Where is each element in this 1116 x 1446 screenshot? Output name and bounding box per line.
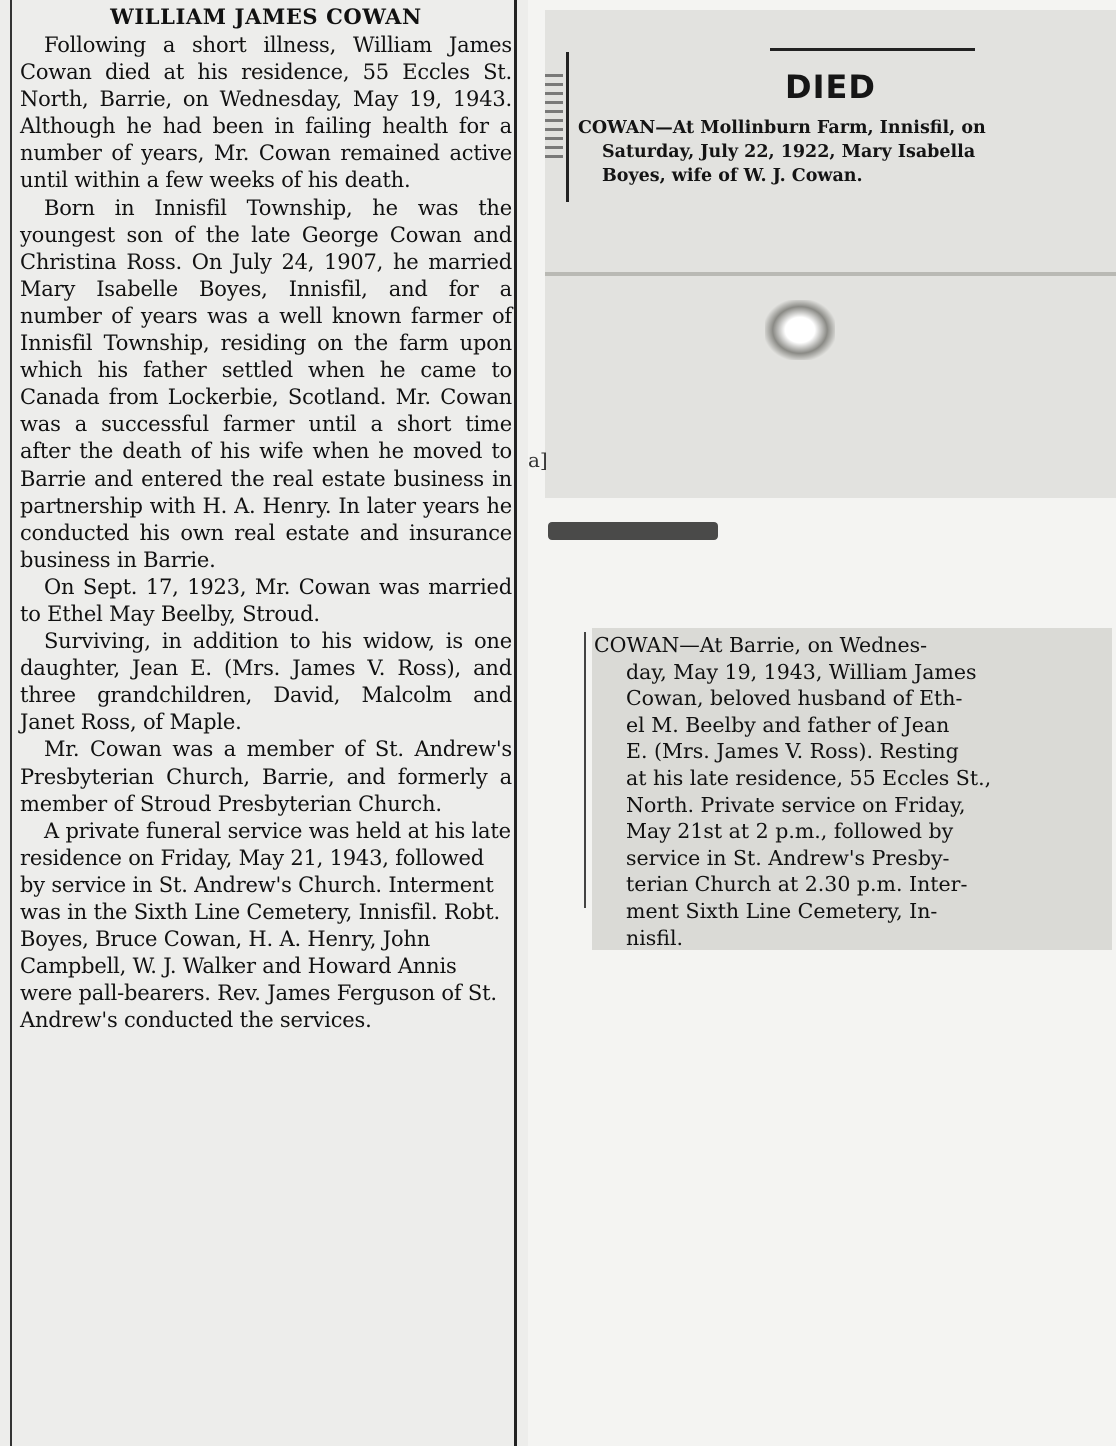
death-notice-line: May 21st at 2 p.m., followed by	[626, 819, 954, 844]
stray-text-fragment: a]	[528, 448, 548, 472]
death-notice-line: terian Church at 2.30 p.m. Inter-	[626, 872, 968, 897]
obituary-paragraph-2: Born in Innisfil Township, he was the youngest son of the late George Cowan and Christina Ross. On July 24, 1907, he married Mary Isabelle Boyes, Innisfil, and for a number of years was a well known farmer of Innisfil Township, residing on the farm upon which his father settled when he came to Canada from Lockerbie, Scotland. Mr. Cowan was a successful farmer until a short time after the death of his wife when he moved to Barrie and entered the real estate business in partnership with H. A. Henry. In later years he conducted his own real estate and insurance business in Barrie.	[20, 195, 512, 572]
died-notice-text	[578, 116, 1110, 188]
column-rule-right	[514, 0, 517, 1446]
obituary-paragraph-3: On Sept. 17, 1923, Mr. Cowan was married to Ethel May Beelby, Stroud.	[20, 574, 512, 626]
died-notice-line-1: COWAN—At Mollinburn Farm, Innisfil, on	[578, 118, 986, 138]
column-rule-left	[10, 0, 12, 1446]
obituary-paragraph-6: A private funeral service was held at his late residence on Friday, May 21, 1943, followed by service in St. Andrew's Church. Interment was in the Sixth Line Cemetery, Innisfil. Robt. Boyes, Bruce Cowan, H. A. Henry, John Campbell, W. J. Walker and Howard Annis were pall-bearers. Rev. James Ferguson of St. Andrew's conducted the services.	[20, 818, 511, 1033]
clipping-rule-vertical-2	[584, 632, 586, 908]
paper-damage-spot	[765, 300, 835, 360]
death-notice-line: service in St. Andrew's Presby-	[626, 845, 950, 870]
death-notice-line: E. (Mrs. James V. Ross). Resting	[626, 739, 959, 764]
died-notice-clipping	[545, 10, 1116, 498]
died-heading: DIED	[785, 68, 876, 106]
stray-ink-fragment	[548, 522, 718, 540]
clipping-rule-horizontal	[770, 48, 975, 51]
obituary-headline: WILLIAM JAMES COWAN	[110, 4, 422, 29]
death-notice-line: nisfil.	[626, 925, 684, 950]
obituary-paragraph-5: Mr. Cowan was a member of St. Andrew's Presbyterian Church, Barrie, and formerly a member of Stroud Presbyterian Church.	[20, 737, 512, 816]
died-notice-line-3: Boyes, wife of W. J. Cowan.	[602, 166, 863, 186]
death-notice-line: Cowan, beloved husband of Eth-	[626, 686, 963, 711]
obituary-column	[0, 0, 528, 1446]
death-notice-line: North. Private service on Friday,	[626, 792, 966, 817]
obituary-paragraph-1: Following a short illness, William James Cowan died at his residence, 55 Eccles St. North, Barrie, on Wednesday, May 19, 1943. Although he had been in failing health for a number of years, Mr. Cowan remained active until within a few weeks of his death.	[20, 33, 512, 193]
death-notice-line: at his late residence, 55 Eccles St.,	[626, 765, 992, 790]
death-notice-line: day, May 19, 1943, William James	[626, 659, 977, 684]
paper-fold-line	[545, 272, 1116, 276]
died-notice-line-2: Saturday, July 22, 1922, Mary Isabella	[602, 142, 976, 162]
death-notice-line: el M. Beelby and father of Jean	[626, 712, 950, 737]
death-notice-clipping	[592, 628, 1112, 950]
death-notice-line: ment Sixth Line Cemetery, In-	[626, 898, 938, 923]
obituary-article	[20, 2, 512, 1034]
obituary-paragraph-4: Surviving, in addition to his widow, is one daughter, Jean E. (Mrs. James V. Ross), and three grandchildren, David, Malcolm and Janet Ross, of Maple.	[20, 629, 512, 735]
death-notice-line: COWAN—At Barrie, on Wednes-	[594, 633, 928, 657]
death-notice-text	[594, 632, 1107, 951]
